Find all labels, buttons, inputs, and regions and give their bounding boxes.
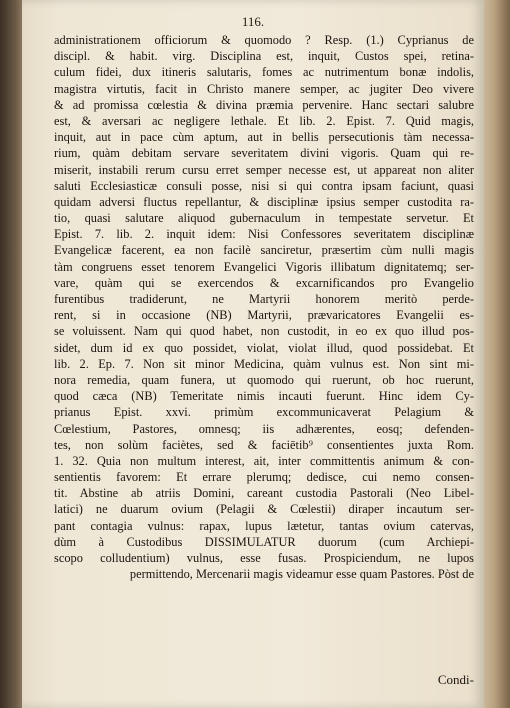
- text-line: Epist. 7. lib. 2. inquit idem: Nisi Confessores severitatem disciplinæ: [54, 227, 474, 242]
- text-line: administrationem officiorum & quomodo ? Resp. (1.) Cyprianus de: [54, 33, 474, 47]
- text-line: tio, quasi salutare aliquod gubernaculum in tempestate servetur. Et: [54, 211, 474, 226]
- text-line: tit. Abstine ab atriis Domini, careant custodia Pastorali (Neo Libel-: [54, 486, 474, 501]
- text-line: discipl. & habit. virg. Disciplina est, inquit, Custos spei, retina-: [54, 49, 474, 64]
- text-line: rent, si in occasione (NB) Martyrii, prævaricatores Evangelii es-: [54, 308, 474, 323]
- text-line: inquit, aut in pace cùm aptum, aut in bellis persecutionis tàm necessa-: [54, 130, 474, 145]
- text-line: sentientis favorem: Et errare plerumq; dedisce, cui nemo consen-: [54, 470, 474, 485]
- book-gutter: [0, 0, 22, 708]
- book-page: [22, 0, 484, 708]
- catchword: Condi-: [437, 672, 474, 687]
- text-line: magistra virtutis, facit in Christo manere semper, ac jugiter Deo vivere: [54, 81, 474, 96]
- text-line: Cœlestium, Pastores, omnesq; iis adhærentes, eosq; defenden-: [54, 421, 474, 436]
- text-line: dùm à Custodibus DISSIMULATUR duorum (cum Archiepi-: [54, 534, 474, 549]
- page-body-text: [54, 32, 474, 582]
- text-line: se voluissent. Nam qui quod habet, non custodit, in eo ex quo illud pos-: [54, 324, 474, 339]
- text-line: sidet, dum id ex quo possidet, violat, violat illud, quod possidebat. Et: [54, 340, 474, 355]
- text-line: furentibus tradiderunt, ne Martyrii honorem meritò perde-: [54, 292, 474, 306]
- text-line: pant contagia vulnus: rapax, lupus lætetur, tantas ovium catervas,: [54, 518, 474, 533]
- text-line: scopo colludentium) vulnus, esse fusas. Prospiciendum, ne lupos: [54, 551, 474, 565]
- text-line: est, & aversari ac negligere lethale. Et lib. 2. Epist. 7. Quid magis,: [54, 113, 474, 128]
- text-line: lib. 2. Ep. 7. Non sit minor Medicina, quàm vulnus est. Non sint mi-: [54, 356, 474, 371]
- page-number: 116.: [241, 14, 265, 29]
- text-line: nora remedia, quam funera, ut quomodo qui ruerunt, ob hoc ruerunt,: [54, 372, 474, 387]
- text-line: saluti Ecclesiasticæ consuli posse, nisi si qui contra ipsam faciunt, quasi: [54, 178, 474, 193]
- text-line: tes, non solùm faciètes, sed & faciētib⁹ consentientes juxta Rom.: [54, 437, 474, 452]
- text-line: vare, quàm qui se exercendos & excarnificandos pro Evangelio: [54, 275, 474, 290]
- text-line: rium, quàm debitam servare severitatem divini vigoris. Quam qui re-: [54, 146, 474, 161]
- text-line: permittendo, Mercenarii magis videamur esse quam Pastores. Pòst de: [129, 567, 474, 582]
- text-line: tàm congruens esset tenorem Evangelici Vigoris illibatum dignitatemq; ser-: [54, 259, 474, 274]
- text-line: 1. 32. Quia non multum interest, ait, inter committentis animum & con-: [54, 453, 474, 468]
- text-line: Evangelicæ facerent, ea non facilè sanciretur, præsertim cùm nulli magis: [54, 243, 474, 258]
- text-line: prianus Epist. xxvi. primùm excommunicaverat Pelagium &: [54, 405, 474, 420]
- page-stack-edge: [484, 0, 510, 708]
- text-line: quod cæca (NB) Temeritate nimis incauti fuerunt. Hinc idem Cy-: [54, 389, 474, 404]
- text-line: culum fidei, dux itineris salutaris, fomes ac nutrimentum bonæ indolis,: [54, 65, 474, 80]
- text-line: & ad promissa cœlestia & divina præmia pervenire. Hanc sectari salubre: [54, 97, 474, 112]
- text-line: quidam adversi fluctus repellantur, & disciplinæ ipsius semper custodita ra-: [54, 194, 474, 209]
- text-line: latici) ne duarum ovium (Pelagii & Cœlestii) diraper incautum ser-: [54, 502, 474, 517]
- text-line: miserit, instabili rerum cursu erret semper necesse est, ut appareat non aliter: [54, 162, 474, 177]
